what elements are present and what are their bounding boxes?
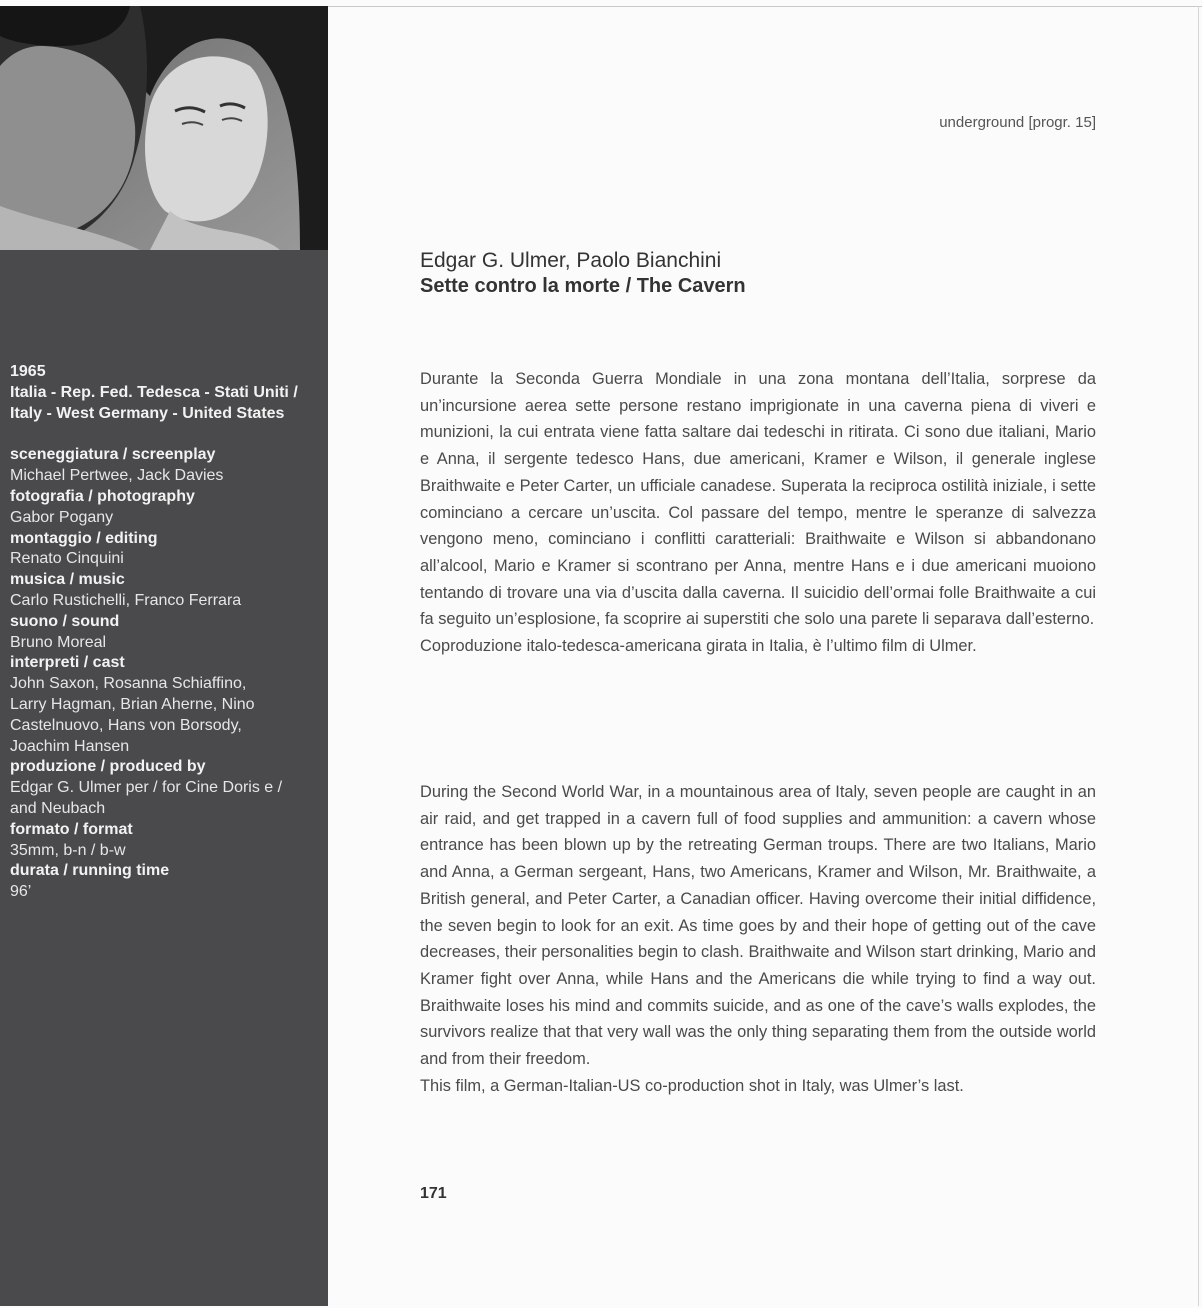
credit-spacer	[10, 424, 322, 445]
credit-countries-it: Italia - Rep. Fed. Tedesca - Stati Uniti /	[10, 383, 298, 401]
film-title: Sette contro la morte / The Cavern	[420, 275, 746, 297]
credit-music: Carlo Rustichelli, Franco Ferrara	[10, 591, 242, 609]
credit-label-produced: produzione / produced by	[10, 758, 206, 776]
credit-label-sound: suono / sound	[10, 612, 120, 630]
page-right-edge	[1198, 6, 1199, 1306]
credit-editing: Renato Cinquini	[10, 550, 124, 568]
credit-produced-line-1: Edgar G. Ulmer per / for Cine Doris e /	[10, 779, 283, 797]
credit-photography: Gabor Pogany	[10, 508, 114, 526]
credit-cast-line-2: Larry Hagman, Brian Aherne, Nino	[10, 695, 255, 713]
credit-cast-line-1: John Saxon, Rosanna Schiaffino,	[10, 675, 247, 693]
synopsis-italian-body: Durante la Seconda Guerra Mondiale in una zona montana dell’Italia, sorprese da un’incursione aerea sette persone restano imprigionate in una caverna piena di viveri e munizioni, la cui entrata viene fatta saltare dai tedeschi in ritirata. Ci sono due italiani, Mario e Anna, il sergente tedesco Hans, due americani, Kramer e Wilson, il generale inglese Braithwaite e Peter Carter, un ufficiale canadese. Superata la reciproca ostilità iniziale, i sette cominciano a cercare un’uscita. Col passare del tempo, mentre le speranze di salvezza vengono meno, cominciano i conflitti caratteriali: Braithwaite e Wilson si abbandonano all’alcool, Mario e Kramer si scontrano per Anna, mentre Hans e i due americani muoiono tentando di trovare una via d’uscita dalla caverna. Il suicidio dell’ormai folle Braithwaite a cui fa seguito un’esplosione, fa scoprire ai superstiti che solo una parete li separava dall’esterno.	[420, 370, 1096, 629]
program-header: underground [progr. 15]	[939, 114, 1096, 131]
synopsis-english-body: During the Second World War, in a mountainous area of Italy, seven people are caught in an air raid, and get trapped in a cavern full of food supplies and ammunition: a cavern whose entrance has been blown up by the retreating German troups. There are two Italians, Mario and Anna, a German sergeant, Hans, two Americans, Kramer and Wilson, Mr. Braithwaite, a British general, and Peter Carter, a Canadian officer. Having overcome their initial diffidence, the seven begin to look for an exit. As time goes by and their hope of getting out of the cave decreases, their personalities begin to clash. Braithwaite and Wilson start drinking, Mario and Kramer fight over Anna, while Hans and the Americans die while trying to find a way out. Braithwaite loses his mind and commits suicide, and as one of the cave’s walls explodes, the survivors realize that that very wall was the only thing separating them from the outside world and from their freedom.	[420, 783, 1096, 1069]
credit-label-music: musica / music	[10, 571, 125, 589]
page-number: 171	[420, 1185, 447, 1202]
credits-sidebar	[0, 6, 328, 1306]
synopsis-english	[420, 779, 1096, 1099]
synopsis-italian-note: Coproduzione italo-tedesca-americana girata in Italia, è l’ultimo film di Ulmer.	[420, 637, 977, 656]
credit-label-cast: interpreti / cast	[10, 654, 125, 672]
credits-block	[10, 362, 322, 903]
credit-label-format: formato / format	[10, 820, 133, 838]
film-still-photo	[0, 6, 328, 250]
film-still-image	[0, 6, 328, 250]
credit-running-time: 96’	[10, 883, 32, 901]
credit-label-photography: fotografia / photography	[10, 487, 195, 505]
credit-label-running-time: durata / running time	[10, 862, 170, 880]
film-directors: Edgar G. Ulmer, Paolo Bianchini	[420, 249, 722, 272]
synopsis-english-note: This film, a German-Italian-US co-production shot in Italy, was Ulmer’s last.	[420, 1076, 964, 1095]
credit-countries-en: Italy - West Germany - United States	[10, 404, 285, 422]
credit-label-editing: montaggio / editing	[10, 529, 158, 547]
credit-produced-line-2: and Neubach	[10, 799, 106, 817]
credit-screenplay: Michael Pertwee, Jack Davies	[10, 467, 224, 485]
credit-sound: Bruno Moreal	[10, 633, 107, 651]
credit-format: 35mm, b-n / b-w	[10, 841, 126, 859]
credit-year: 1965	[10, 363, 46, 380]
credit-label-screenplay: sceneggiatura / screenplay	[10, 446, 216, 464]
credit-cast-line-4: Joachim Hansen	[10, 737, 130, 755]
synopsis-italian	[420, 366, 1096, 660]
credit-cast-line-3: Castelnuovo, Hans von Borsody,	[10, 716, 242, 734]
